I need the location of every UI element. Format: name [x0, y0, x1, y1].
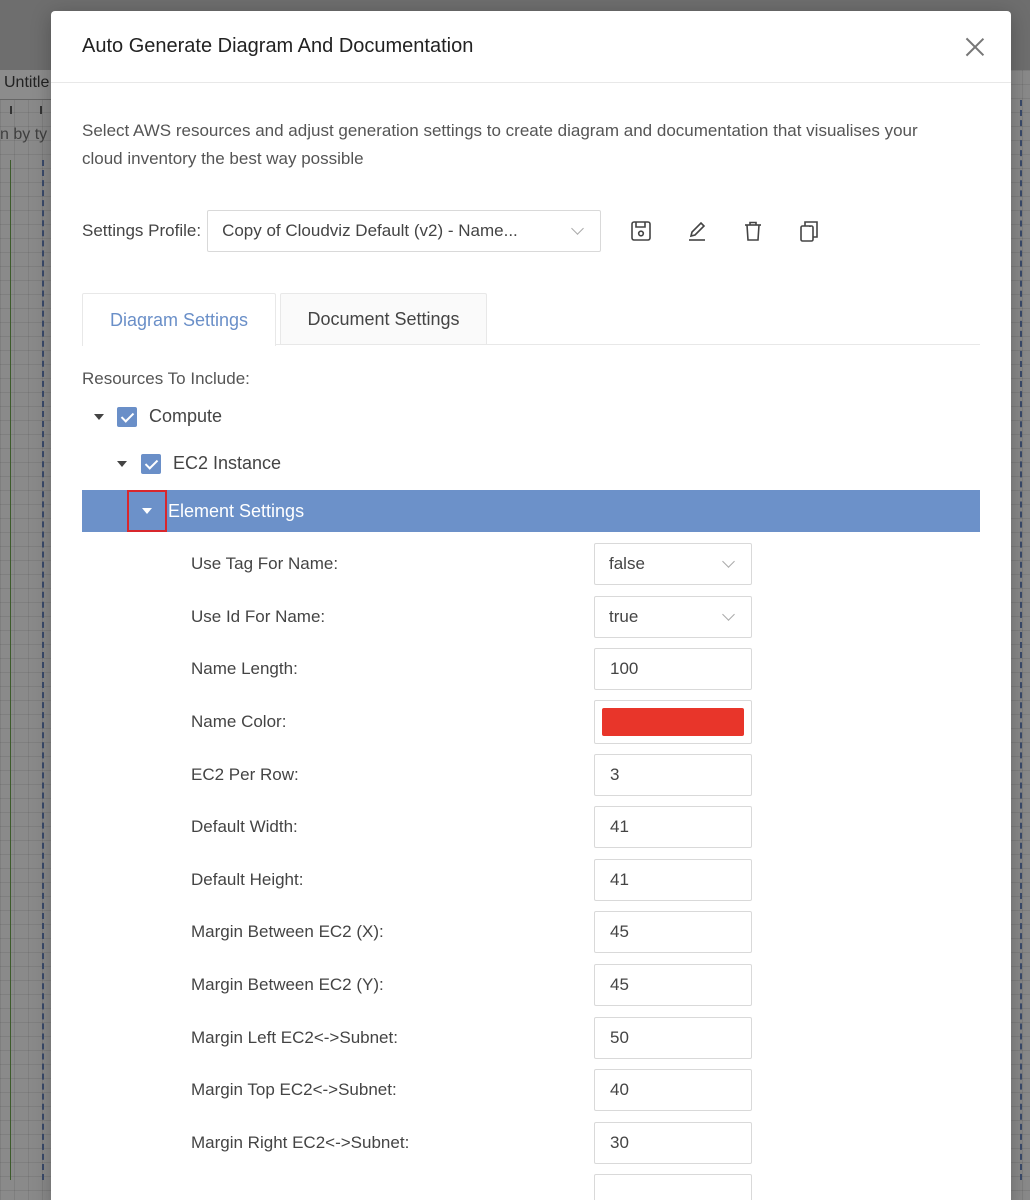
setting-label: Margin Right EC2<->Subnet:: [191, 1132, 410, 1152]
setting-margin-left-ec2-subnet: [82, 1011, 980, 1064]
caret-down-icon[interactable]: [94, 414, 104, 420]
setting-label: Default Width:: [191, 817, 298, 837]
settings-profile-value: Copy of Cloudviz Default (v2) - Name...: [222, 221, 518, 240]
setting-use-tag-for-name: [82, 538, 980, 591]
setting-label: Use Tag For Name:: [191, 554, 339, 574]
caret-down-icon[interactable]: [117, 461, 127, 467]
setting-label: Margin Left EC2<->Subnet:: [191, 1027, 398, 1047]
save-icon[interactable]: [625, 215, 657, 247]
name-length-input[interactable]: 100: [594, 648, 752, 690]
background-dashed-boundary: [42, 160, 44, 1180]
modal-body: [51, 83, 1011, 1200]
modal-header: [51, 11, 1011, 83]
close-icon[interactable]: [965, 37, 985, 57]
use-tag-for-name-select[interactable]: [594, 543, 752, 585]
element-settings-toggle[interactable]: [127, 490, 167, 532]
element-settings-list: [82, 538, 980, 1200]
next-setting-input[interactable]: [594, 1174, 752, 1200]
tab-diagram-settings[interactable]: Diagram Settings: [82, 293, 276, 346]
tab-document-settings[interactable]: Document Settings: [280, 293, 487, 344]
background-ruler-tick: [40, 106, 42, 114]
tree-label-ec2-instance: EC2 Instance: [173, 453, 282, 473]
color-swatch: [602, 708, 744, 736]
setting-margin-top-ec2-subnet: [82, 1064, 980, 1117]
background-dashed-boundary: [1020, 100, 1022, 1180]
tree-node-element-settings[interactable]: [82, 490, 980, 532]
auto-generate-modal: [51, 11, 1011, 1200]
background-ruler-tick: [10, 106, 12, 114]
chevron-down-icon: [571, 222, 584, 235]
setting-name-length: [82, 643, 980, 696]
margin-right-ec2-subnet-input[interactable]: 30: [594, 1122, 752, 1164]
margin-left-ec2-subnet-input[interactable]: 50: [594, 1017, 752, 1059]
background-edge-line: [10, 160, 11, 1180]
margin-top-ec2-subnet-input[interactable]: 40: [594, 1069, 752, 1111]
background-search-text: n by ty: [0, 126, 48, 143]
default-height-input[interactable]: 41: [594, 859, 752, 901]
setting-default-height: [82, 854, 980, 907]
settings-profile-label: Settings Profile:: [82, 221, 202, 240]
select-value: false: [609, 554, 645, 574]
tree-label-compute: Compute: [149, 406, 223, 426]
setting-margin-between-ec2-y: [82, 959, 980, 1012]
select-value: true: [609, 606, 639, 626]
edit-icon[interactable]: [681, 215, 713, 247]
setting-name-color: [82, 696, 980, 749]
default-width-input[interactable]: 41: [594, 806, 752, 848]
setting-margin-between-ec2-x: [82, 906, 980, 959]
settings-tabs: [82, 293, 980, 345]
margin-between-ec2-x-input[interactable]: 45: [594, 911, 752, 953]
settings-profile-row: [82, 209, 980, 253]
use-id-for-name-select[interactable]: [594, 596, 752, 638]
chevron-down-icon: [722, 608, 735, 621]
setting-ec2-per-row: [82, 748, 980, 801]
setting-label: Default Height:: [191, 869, 304, 889]
chevron-down-icon: [722, 555, 735, 568]
setting-label: Name Color:: [191, 712, 287, 732]
background-document-tab: Untitle: [0, 70, 60, 100]
setting-label: Margin Between EC2 (Y):: [191, 975, 384, 995]
setting-label: Use Id For Name:: [191, 606, 326, 626]
settings-profile-select[interactable]: [207, 210, 601, 252]
tree-label-element-settings: Element Settings: [168, 500, 305, 521]
resources-to-include-label: Resources To Include:: [82, 369, 250, 388]
setting-next-partial: [82, 1169, 980, 1200]
ec2-per-row-input[interactable]: 3: [594, 754, 752, 796]
setting-default-width: [82, 801, 980, 854]
ec2-instance-checkbox[interactable]: [141, 454, 161, 474]
modal-description: Select AWS resources and adjust generation settings to create diagram and documentation that visualises your cloud inventory the best way possible: [82, 121, 918, 168]
name-color-picker[interactable]: [594, 700, 752, 744]
setting-label: EC2 Per Row:: [191, 764, 299, 784]
setting-label: Margin Between EC2 (X):: [191, 922, 384, 942]
margin-between-ec2-y-input[interactable]: 45: [594, 964, 752, 1006]
delete-icon[interactable]: [737, 215, 769, 247]
modal-title: Auto Generate Diagram And Documentation: [82, 35, 474, 57]
setting-label: Name Length:: [191, 659, 298, 679]
setting-margin-right-ec2-subnet: [82, 1117, 980, 1170]
tree-node-ec2-instance: [82, 440, 980, 487]
tree-node-compute: [82, 393, 980, 440]
caret-down-icon: [142, 508, 152, 514]
copy-icon[interactable]: [793, 215, 825, 247]
setting-use-id-for-name: [82, 591, 980, 644]
setting-label: Margin Top EC2<->Subnet:: [191, 1080, 397, 1100]
compute-checkbox[interactable]: [117, 407, 137, 427]
